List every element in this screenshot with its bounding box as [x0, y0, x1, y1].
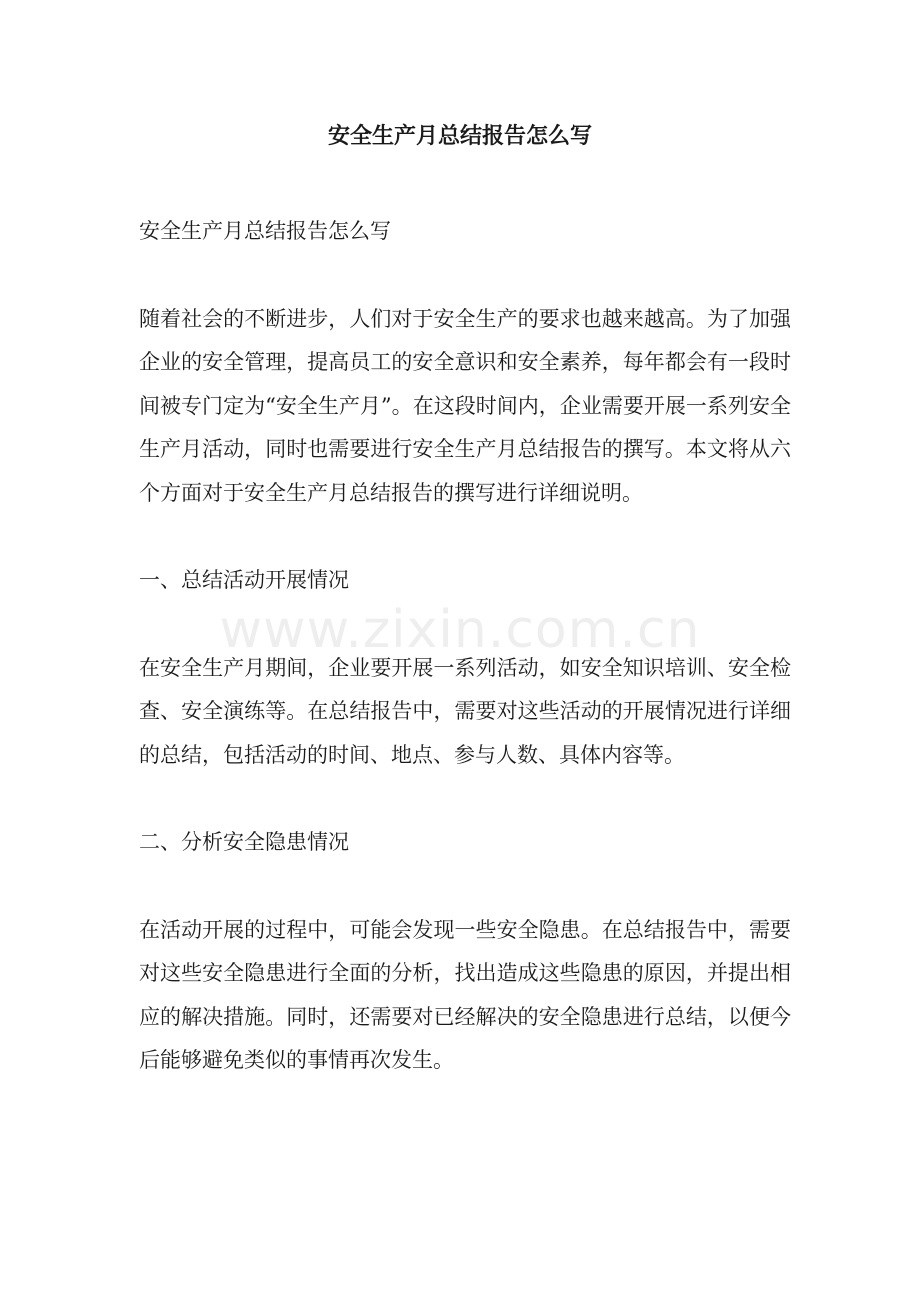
intro-paragraph: 随着社会的不断进步，人们对于安全生产的要求也越来越高。为了加强企业的安全管理，提高员工的安全意识和安全素养，每年都会有一段时间被专门定为“安全生产月”。在这段时间内，企业需要开展一系列安全生产月活动，同时也需要进行安全生产月总结报告的撰写。本文将从六个方面对于安全生产月总结报告的撰写进行详细说明。 [139, 306, 791, 505]
section-heading-2: 二、分析安全隐患情况 [139, 830, 349, 854]
section-body-1: 在安全生产月期间，企业要开展一系列活动，如安全知识培训、安全检查、安全演练等。在总结报告中，需要对这些活动的开展情况进行详细的总结，包括活动的时间、地点、参与人数、具体内容等。 [139, 655, 791, 767]
document-body [139, 210, 791, 1127]
document-subtitle: 安全生产月总结报告怎么写 [139, 219, 391, 243]
document-title: 安全生产月总结报告怎么写 [327, 123, 592, 149]
section-heading-1: 一、总结活动开展情况 [139, 568, 349, 592]
section-body-2: 在活动开展的过程中，可能会发现一些安全隐患。在总结报告中，需要对这些安全隐患进行全面的分析，找出造成这些隐患的原因，并提出相应的解决措施。同时，还需要对已经解决的安全隐患进行总结，以便今后能够避免类似的事情再次发生。 [139, 917, 791, 1072]
watermark: www.zixin.com.cn [219, 600, 701, 660]
